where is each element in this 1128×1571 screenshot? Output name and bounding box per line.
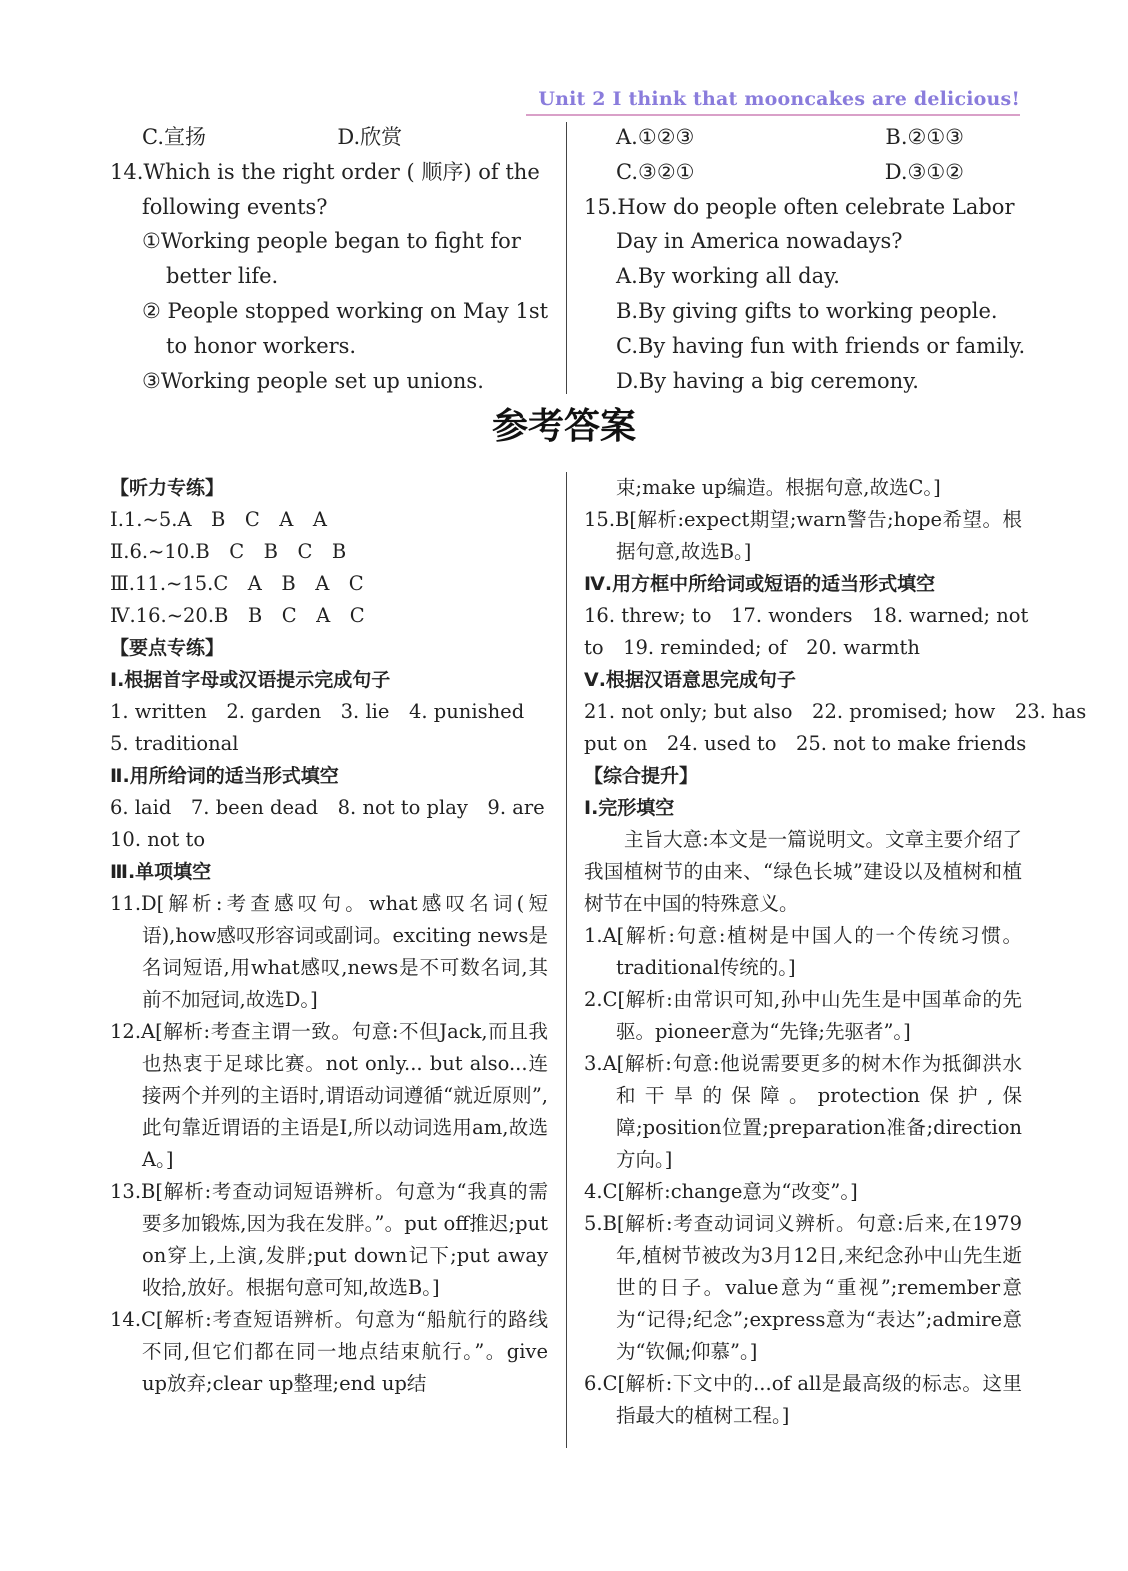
answers-19-20: to 19. reminded; of 20. warmth: [584, 636, 920, 659]
cloze-explanation-1: 1.A[解析:句意:植树是中国人的一个传统习惯。traditional传统的。]: [584, 924, 1022, 979]
order-option-d: D.③①②: [884, 159, 964, 184]
answers-1-4: 1. written 2. garden 3. lie 4. punished: [110, 700, 525, 723]
event-1-line-2: better life.: [166, 264, 279, 289]
top-right-column: [584, 120, 1024, 398]
part-4-heading: Ⅳ.用方框中所给词或短语的适当形式填空: [584, 573, 936, 595]
answer-section-title: 参考答案: [491, 406, 636, 447]
order-option-a: A.①②③: [616, 125, 695, 149]
option-c: C.宣扬: [142, 125, 206, 149]
answer-10: 10. not to: [110, 828, 206, 851]
q15-option-a: A.By working all day.: [616, 264, 840, 289]
answers-6-9: 6. laid 7. been dead 8. not to play 9. are: [110, 796, 545, 819]
option-row-cd: [110, 120, 550, 155]
option-row-ab: [584, 120, 1024, 155]
event-2-line-1: ② People stopped working on May 1st: [142, 298, 549, 323]
event-2-line-2: to honor workers.: [166, 333, 357, 358]
cloze-explanation-5: 5.B[解析:考查动词词义辨析。句意:后来,在1979年,植树节被改为3月12日,来纪念孙中山先生逝世的日子。value意为“重视”;remember意为“记得;纪念”;express意为“表达”;admire意为“钦佩;仰慕”。]: [584, 1212, 1022, 1363]
section-listening: 【听力专练】: [110, 477, 225, 499]
question-15-line-2: Day in America nowadays?: [616, 229, 903, 254]
section-key-points: 【要点专练】: [110, 637, 225, 659]
answer-5: 5. traditional: [110, 732, 239, 755]
explanation-12: 12.A[解析:考查主谓一致。句意:不但Jack,而且我也热衷于足球比赛。not only... but also...连接两个并列的主语时,谓语动词遵循“就近原则”,此句靠近谓语的主语是I,所以动词选用am,故选A。]: [110, 1020, 548, 1171]
cloze-explanation-4: 4.C[解析:change意为“改变”。]: [584, 1180, 858, 1203]
explanation-14-continued: 束;make up编造。根据句意,故选C。]: [616, 476, 941, 499]
answer-left-column: [110, 472, 548, 1400]
cloze-explanation-2: 2.C[解析:由常识可知,孙中山先生是中国革命的先驱。pioneer意为“先锋;先驱者”。]: [584, 988, 1022, 1043]
cloze-heading: Ⅰ.完形填空: [584, 797, 675, 819]
answer-right-column: [584, 472, 1087, 1432]
main-idea-paragraph: 主旨大意:本文是一篇说明文。文章主要介绍了我国植树节的由来、“绿色长城”建设以及植树和植树节在中国的特殊意义。: [584, 828, 1022, 915]
q15-option-d: D.By having a big ceremony.: [616, 368, 919, 393]
listening-row-1: Ⅰ.1.~5.A B C A A: [110, 508, 327, 531]
listening-row-3: Ⅲ.11.~15.C A B A C: [110, 572, 364, 595]
listening-row-4: Ⅳ.16.~20.B B C A C: [110, 604, 365, 627]
top-column-divider: [566, 122, 567, 394]
top-left-column: [110, 120, 550, 398]
option-row-cd-right: [584, 155, 1024, 190]
answers-24-25: put on 24. used to 25. not to make friends: [584, 732, 1027, 755]
part-2-heading: Ⅱ.用所给词的适当形式填空: [110, 765, 339, 787]
cloze-explanation-6: 6.C[解析:下文中的...of all是最高级的标志。这里指最大的植树工程。]: [584, 1372, 1022, 1427]
cloze-explanation-3: 3.A[解析:句意:他说需要更多的树木作为抵御洪水和干旱的保障。protection保护,保障;position位置;preparation准备;direction方向。]: [584, 1052, 1022, 1171]
section-comprehensive: 【综合提升】: [584, 765, 699, 787]
explanation-13: 13.B[解析:考查动词短语辨析。句意为“我真的需要多加锻炼,因为我在发胖。”。put off推迟;put on穿上,上演,发胖;put down记下;put away收拾,放好。根据句意可知,故选B。]: [110, 1180, 548, 1299]
running-header: Unit 2 I think that mooncakes are delicious!: [526, 86, 1020, 116]
question-15-line-1: 15.How do people often celebrate Labor: [584, 194, 1015, 219]
listening-row-2: Ⅱ.6.~10.B C B C B: [110, 540, 347, 563]
option-d: D.欣赏: [337, 125, 403, 149]
part-3-heading: Ⅲ.单项填空: [110, 861, 212, 883]
order-option-b: B.②①③: [885, 125, 964, 149]
event-1-line-1: ①Working people began to fight for: [142, 229, 521, 254]
answers-16-18: 16. threw; to 17. wonders 18. warned; not: [584, 604, 1029, 627]
explanation-14: 14.C[解析:考查短语辨析。句意为“船航行的路线不同,但它们都在同一地点结束航行。”。give up放弃;clear up整理;end up结: [110, 1308, 548, 1395]
question-14-line-2: following events?: [142, 194, 328, 219]
part-5-heading: Ⅴ.根据汉语意思完成句子: [584, 669, 796, 691]
answer-column-divider: [566, 472, 567, 1448]
order-option-c: C.③②①: [616, 159, 695, 184]
question-14-line-1: 14.Which is the right order ( 顺序) of the: [110, 159, 540, 184]
answers-21-23: 21. not only; but also 22. promised; how 23. has: [584, 700, 1087, 723]
event-3-line-1: ③Working people set up unions.: [142, 368, 484, 393]
explanation-11: 11.D[解析:考查感叹句。what感叹名词(短语),how感叹形容词或副词。exciting news是名词短语,用what感叹,news是不可数名词,其前不加冠词,故选D。]: [110, 892, 548, 1011]
q15-option-c: C.By having fun with friends or family.: [616, 333, 1026, 358]
part-1-heading: Ⅰ.根据首字母或汉语提示完成句子: [110, 669, 391, 691]
q15-option-b: B.By giving gifts to working people.: [616, 298, 998, 323]
explanation-15: 15.B[解析:expect期望;warn警告;hope希望。根据句意,故选B。]: [584, 508, 1022, 563]
